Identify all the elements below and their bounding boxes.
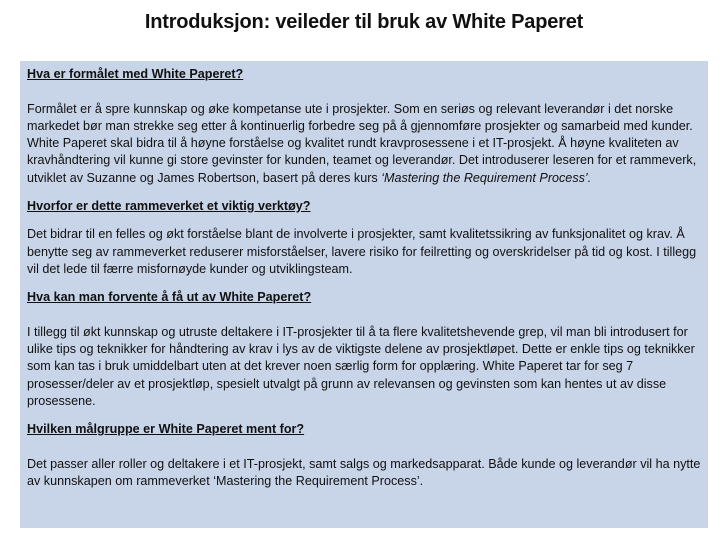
section-heading-why: Hvorfor er dette rammeverket et viktig verktøy? <box>27 199 311 214</box>
section-body-expectations: I tillegg til økt kunnskap og utruste deltakere i IT-prosjekter til å ta flere kvalitetshevende grep, vil man bli introdusert for ulike tips og teknikker for håndtering av krav i lys av de viktigste delene av prosjektløpet. Dette er enkle tips og teknikker som kan tas i bruk umiddelbart uten at det krever noen særlig form for opplæring. White Paperet tar for seg 7 prosesser/deler av et prosjektløp, spesielt utvalgt på grunn av relevansen og gevinsten som kan hentes ut av disse prosessene. <box>27 324 695 409</box>
spacer <box>27 307 701 324</box>
section-body-why: Det bidrar til en felles og økt forståelse blant de involverte i prosjekter, samt kvalitetssikring av funksjonalitet og krav. Å benytte seg av rammeverket reduserer misforståelser, lavere risiko for feilretting og overskridelser på tid og kost. I tillegg vil det lede til færre misfornøyde kunder og utviklingsteam. <box>27 227 697 276</box>
spacer <box>27 439 701 456</box>
section-body-audience: Det passer aller roller og deltakere i et IT-prosjekt, samt salgs og markedsapparat. Både kunde og leverandør vil ha nytte av kunnskapen om rammeverket ‘Mastering the Requirement Process’. <box>27 456 701 489</box>
spacer <box>27 83 701 100</box>
section-body-purpose <box>27 101 701 187</box>
course-title-emphasis: ‘Mastering the Requirement Process’. <box>381 170 592 185</box>
section-body-purpose-text: Formålet er å spre kunnskap og øke kompetanse ute i prosjekter. Som en seriøs og relevant leverandør i det norske markedet bør man strekke seg etter å kontinuerlig forbedre seg på å gjennomføre prosjekter og samarbeid med kunder. White Paperet skal bidra til å høyne forståelse og kvalitet rundt kravprosessene i et IT-prosjekt. Å høyne kvaliteten av kravhåndtering vil kunne gi store gevinster for kunden, teamet og leverandør. Det introduserer leseren for et rammeverk, utviklet av Suzanne og James Robertson, basert på deres kurs <box>27 101 697 185</box>
spacer <box>27 278 701 289</box>
spacer <box>27 410 701 421</box>
section-heading-purpose: Hva er formålet med White Paperet? <box>27 67 244 81</box>
slide-title: Introduksjon: veileder til bruk av White Paperet <box>144 11 584 33</box>
section-heading-audience: Hvilken målgruppe er White Paperet ment for? <box>27 422 305 437</box>
section-heading-expectations: Hva kan man forvente å få ut av White Paperet? <box>27 290 312 305</box>
spacer <box>27 187 701 198</box>
content-panel <box>20 61 708 528</box>
spacer <box>27 215 701 226</box>
